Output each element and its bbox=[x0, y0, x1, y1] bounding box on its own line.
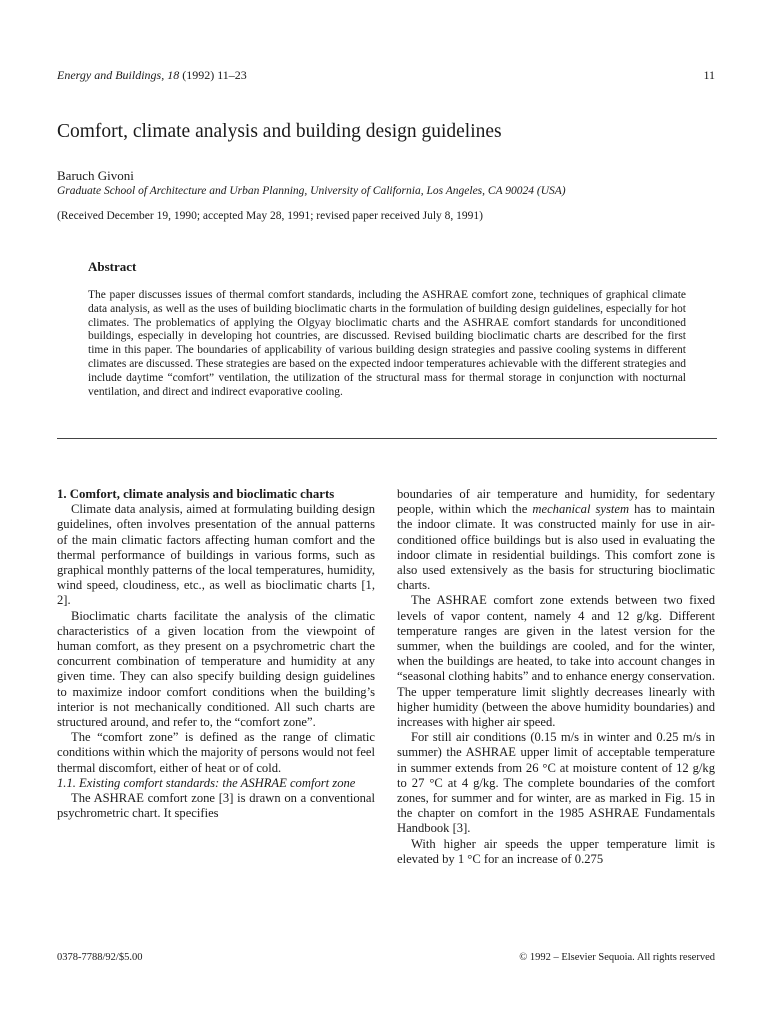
journal-name: Energy and Buildings, bbox=[57, 68, 165, 82]
abstract-heading: Abstract bbox=[88, 259, 137, 274]
paragraph: The ASHRAE comfort zone extends between two fixed levels of vapor content, namely 4 and 12 g/kg. Different temperature ranges are given in the latest version for the summer, when the buildings are cooled, and for the winter, when the buildings are heated, to take into account changes in “seasonal clothing habits” and to enhance energy conservation. The upper temperature limit slightly decreases linearly with higher humidity (between the above humidity boundaries) and increases with higher air speed. bbox=[397, 593, 715, 730]
paragraph: Climate data analysis, aimed at formulating building design guidelines, often involves presentation of the annual patterns of the main climatic factors affecting human comfort and the thermal performance of buildings in various forms, such as graphical monthly patterns of the local temperatures, humidity, wind speed, cloudiness, etc., as well as bioclimatic charts [1, 2]. bbox=[57, 502, 375, 608]
footer-issn-code: 0378-7788/92/$5.00 bbox=[57, 952, 143, 963]
right-column bbox=[397, 487, 715, 867]
paragraph: The ASHRAE comfort zone [3] is drawn on a conventional psychrometric chart. It specifies bbox=[57, 791, 375, 821]
paragraph: With higher air speeds the upper temperature limit is elevated by 1 °C for an increase of 0.275 bbox=[397, 836, 715, 866]
paragraph: The “comfort zone” is defined as the range of climatic conditions within which the majority of persons would not feel thermal discomfort, either of heat or of cold. bbox=[57, 730, 375, 775]
paragraph-continued bbox=[397, 487, 715, 593]
paper-title: Comfort, climate analysis and building design guidelines bbox=[57, 121, 502, 142]
text-run: boundaries of air temperature and humidity, for sedentary people, within which the bbox=[397, 487, 715, 517]
left-column bbox=[57, 487, 375, 821]
footer-copyright: © 1992 – Elsevier Sequoia. All rights reserved bbox=[519, 952, 715, 963]
subsection-heading: 1.1. Existing comfort standards: the ASHRAE comfort zone bbox=[57, 775, 356, 790]
journal-year-pages: (1992) 11–23 bbox=[182, 68, 247, 82]
emphasis-text: mechanical system bbox=[532, 502, 630, 517]
paragraph: For still air conditions (0.15 m/s in winter and 0.25 m/s in summer) the ASHRAE upper limit of acceptable temperature in summer extends from 26 °C at moisture content of 12 g/kg to 27 °C at 4 g/kg. The complete boundaries of the comfort zones, for summer and for winter, are as marked in Fig. 15 in the chapter on comfort in the 1985 ASHRAE Fundamentals Handbook [3]. bbox=[397, 730, 715, 836]
journal-citation bbox=[57, 68, 247, 83]
section-heading: 1. Comfort, climate analysis and bioclimatic charts bbox=[57, 487, 335, 501]
author-name: Baruch Givoni bbox=[57, 168, 134, 183]
journal-volume: 18 bbox=[167, 68, 180, 82]
page-number: 11 bbox=[703, 68, 715, 82]
divider-rule bbox=[57, 438, 717, 439]
author-affiliation: Graduate School of Architecture and Urban Planning, University of California, Los Angeles, CA 90024 (USA) bbox=[57, 185, 566, 197]
text-run: has to maintain the indoor climate. It was constructed mainly for use in air-conditioned office buildings but is also used in evaluating the indoor climate in residential buildings. This comfort zone is also used extensively as the basis for structuring bioclimatic charts. bbox=[397, 502, 715, 593]
received-dates: (Received December 19, 1990; accepted May 28, 1991; revised paper received July 8, 1991) bbox=[57, 210, 483, 222]
paragraph: Bioclimatic charts facilitate the analysis of the climatic characteristics of a given location from the viewpoint of human comfort, as they present on a psychrometric chart the concurrent combination of temperature and humidity at any given time. They can also specify building design guidelines to maximize indoor comfort conditions when the building’s interior is not mechanically conditioned. All such charts are structured around, and refer to, the “comfort zone”. bbox=[57, 608, 375, 730]
abstract-text: The paper discusses issues of thermal comfort standards, including the ASHRAE comfort zone, techniques of graphical climate data analysis, as well as the uses of building bioclimatic charts in the formulation of building design guidelines, especially for hot climates. The problematics of applying the Olgyay bioclimatic charts and the ASHRAE comfort standards for unconditioned buildings, especially in developing hot countries, are discussed. Revised building bioclimatic charts are described for the first time in this paper. The boundaries of applicability of various building design strategies and passive cooling systems in different climates are discussed. These strategies are based on the expected indoor temperatures achievable with the different strategies and include daytime “comfort” ventilation, the utilization of the structural mass for thermal storage in conjunction with nocturnal ventilation, and direct and indirect evaporative cooling. bbox=[88, 289, 686, 398]
